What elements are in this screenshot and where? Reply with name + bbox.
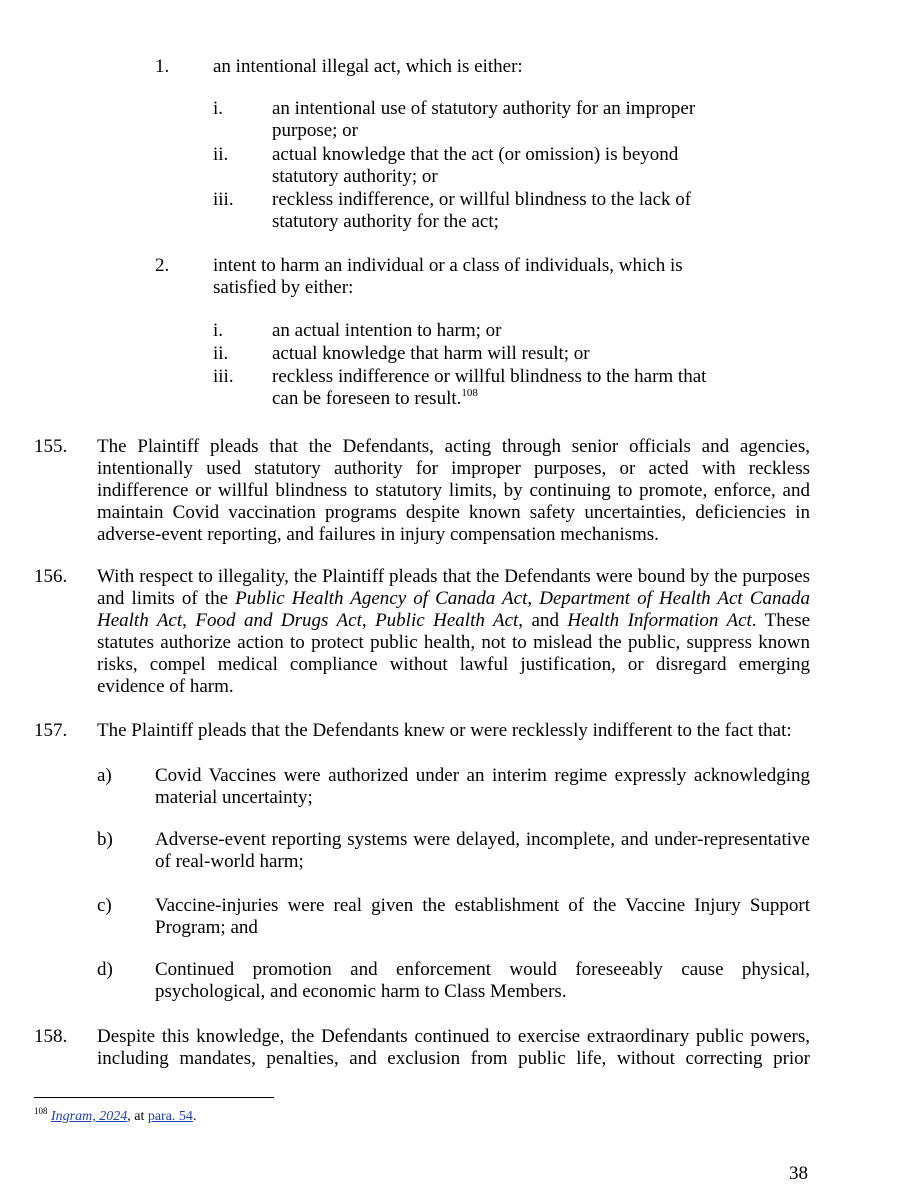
sub-item-letter: b) [97,829,113,850]
sub-item-text: actual knowledge that the act (or omission) is beyond [272,144,679,165]
sub-item-letter: a) [97,765,112,786]
paragraph-text: Despite this knowledge, the Defendants continued to exercise extraordinary public powers, [97,1026,810,1047]
list-number: 1. [155,56,170,77]
statute-name: Public Health Agency of Canada Act [235,588,528,609]
sub-item-text: Continued promotion and enforcement would foreseeably cause physical, psychological, and economic harm to Class Members. [155,959,810,1002]
paragraph-text: With respect to illegality, the Plaintiff pleads that the Defendants were bound by the purposes and limits of the Public Health Agency of Canada Act, Department of Health Act Canada Health Act, Food and Drugs Act, Public Health Act, and Health Information Act. These statutes authorize action to protect public health, not to mislead the public, suppress known risks, compel medical compliance without lawful justification, or disregard emerging evidence of harm. [97,566,811,697]
statute-name: Canada Health Act [97,588,810,631]
statute-name: Department of Health Act [539,588,743,609]
footnote: $^{108}$ Ingram, 2024, at para. 54. [34,1106,197,1124]
sub-item-number: ii. [213,343,229,364]
sub-item-text: statutory authority; or [272,166,438,187]
sub-item-letter: c) [97,895,112,916]
paragraph-number: 157. [34,720,68,741]
paragraph-text: The Plaintiff pleads that the Defendants, acting through senior officials and agencies, intentionally used statutory authority for improper purposes, or acted with reckless indifference or willful blindness to statutory limits, by continuing to promote, enforce, and maintain Covid vaccination programs despite known safety uncertainties, deficiencies in adverse-event reporting, and failures in injury compensation mechanisms. [97,436,810,545]
case-link[interactable]: Ingram, 2024 [51,1109,128,1124]
paragraph-link[interactable]: para. 54 [147,1109,193,1124]
footnote-reference[interactable]: 108 [461,387,478,399]
paragraph-number: 156. [34,566,68,587]
sub-item-text: Vaccine-injuries were real given the establishment of the Vaccine Injury Support Program; and [155,895,810,938]
sub-item-number: iii. [213,366,234,387]
paragraph-number: 158. [34,1026,68,1047]
list-item-text: an intentional illegal act, which is either: [213,56,523,77]
sub-item-text: can be foreseen to result.$^{108}$ [272,387,478,409]
sub-item-number: i. [213,320,224,341]
footnote-number: 108 [34,1106,48,1116]
sub-item-text: purpose; or [272,120,359,141]
paragraph-text: The Plaintiff pleads that the Defendants knew or were recklessly indifferent to the fact that: [97,720,792,741]
sub-item-number: iii. [213,189,234,210]
paragraph-text: including mandates, penalties, and exclusion from public life, without correcting prior [97,1048,810,1069]
sub-item-number: i. [213,98,224,119]
list-item-text: satisfied by either: [213,277,354,298]
sub-item-text: Adverse-event reporting systems were delayed, incomplete, and under-representative of real-world harm; [155,829,810,872]
list-item-text: intent to harm an individual or a class of individuals, which is [213,255,683,276]
footnote-separator [34,1097,274,1098]
statute-name: Food and Drugs Act [195,610,362,631]
sub-item-text: actual knowledge that harm will result; or [272,343,590,364]
list-number: 2. [155,255,170,276]
sub-item-letter: d) [97,959,113,980]
sub-item-text: Covid Vaccines were authorized under an interim regime expressly acknowledging material uncertainty; [155,765,810,808]
sub-item-text: reckless indifference, or willful blindness to the lack of [272,189,692,210]
sub-item-text: an intentional use of statutory authority for an improper [272,98,696,119]
statute-name: Public Health Act [375,610,519,631]
sub-item-number: ii. [213,144,229,165]
sub-item-text: an actual intention to harm; or [272,320,502,341]
statute-name: Health Information Act [567,610,752,631]
sub-item-text: statutory authority for the act; [272,211,499,232]
sub-item-text: reckless indifference or willful blindness to the harm that [272,366,707,387]
page-number: 38 [789,1163,808,1184]
paragraph-number: 155. [34,436,68,457]
